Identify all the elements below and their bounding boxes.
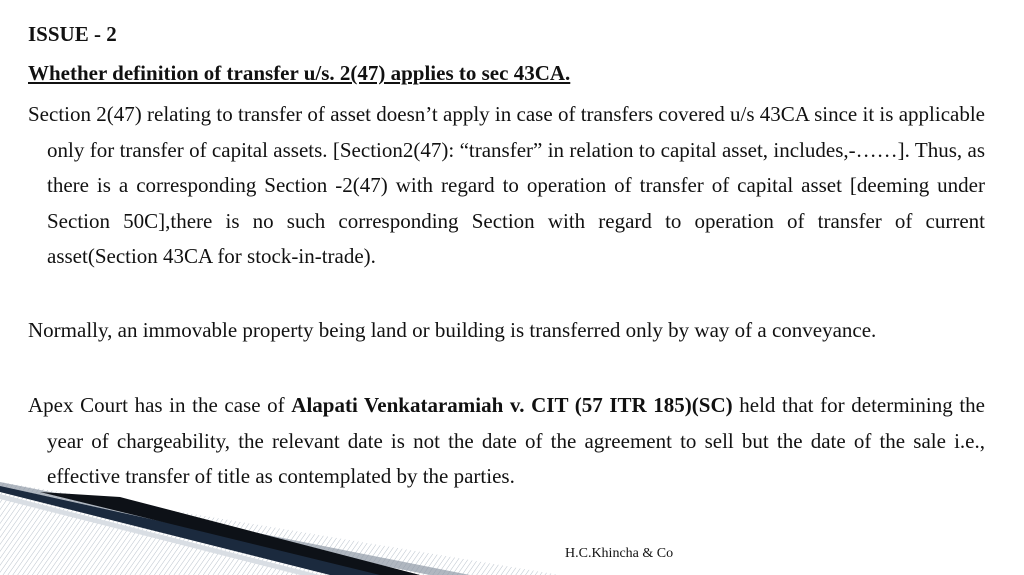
- paragraph-section-2-47: Section 2(47) relating to transfer of asset doesn’t apply in case of transfers covered u/s 43CA since it is applicable only for transfer of capital assets. [Section2(47): “transfer” in relation to capital asset, includes,-……]. Thus, as there is a corresponding Section -2(47) with regard to operation of transfer of capital asset [deeming under Section 50C],there is no such corresponding Section with regard to operation of transfer of current asset(Section 43CA for stock-in-trade).: [28, 102, 985, 268]
- issue-question: Whether definition of transfer u/s. 2(47) applies to sec 43CA.: [28, 61, 571, 85]
- paragraph-conveyance: Normally, an immovable property being land or building is transferred only by way of a conveyance.: [28, 318, 877, 342]
- paragraph-apex-court-intro: Apex Court has in the case of: [28, 393, 292, 417]
- footer-firm-name: H.C.Khincha & Co: [565, 546, 674, 561]
- paragraph-apex-court-holding: held that for determining the year of chargeability, the relevant date is not the date of the agreement to sell but the date of the sale i.e., effective transfer of title as contemplated by the parties.: [47, 393, 985, 488]
- case-citation: Alapati Venkataramiah v. CIT (57 ITR 185)(SC): [291, 393, 733, 417]
- paragraph-apex-court: [28, 388, 985, 495]
- issue-heading: ISSUE - 2: [28, 22, 117, 46]
